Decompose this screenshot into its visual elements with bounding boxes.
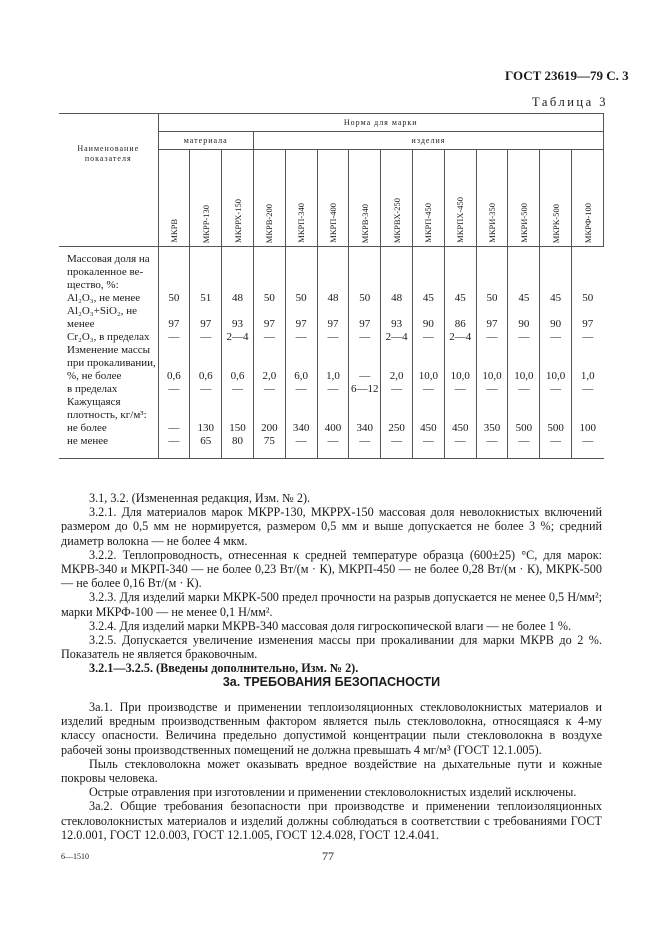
table-cell: 97 [317, 305, 349, 331]
table-cell [413, 247, 445, 293]
table-cell: — [540, 383, 572, 396]
table-cell: — [349, 435, 381, 459]
table-cell: 90 [540, 305, 572, 331]
column-header-label: МКРФ-100 [582, 202, 593, 243]
column-header [349, 150, 381, 247]
table-cell: — [572, 331, 604, 344]
table-cell: 75 [253, 435, 285, 459]
table-row [59, 396, 604, 435]
table-cell: 6—12 [349, 383, 381, 396]
table-cell [540, 247, 572, 293]
table-cell: 50 [253, 292, 285, 305]
table-cell: 97 [285, 305, 317, 331]
table-cell: — [285, 435, 317, 459]
column-header [413, 150, 445, 247]
table-cell: 10,0 [540, 344, 572, 383]
table-cell [349, 247, 381, 293]
table-cell [476, 247, 508, 293]
table-cell: — [381, 383, 413, 396]
row-label: Cr₂O₃, в пределах [67, 331, 150, 343]
table-cell: 340 [285, 396, 317, 435]
table-cell: 48 [317, 292, 349, 305]
table-cell: — [190, 331, 222, 344]
group-products-header: изделия [253, 132, 603, 150]
table-cell [381, 247, 413, 293]
table-caption: Таблица 3 [532, 95, 608, 109]
column-header [572, 150, 604, 247]
amendment-label: 3.1, 3.2. (Измененная редакция, Изм. № 2). [89, 491, 311, 505]
table-cell: — [540, 331, 572, 344]
norms-table [59, 113, 604, 459]
column-header-label: МКРИ-500 [518, 203, 529, 243]
table-cell: — [317, 331, 349, 344]
table-row [59, 331, 604, 344]
column-header [317, 150, 349, 247]
table-cell [508, 247, 540, 293]
table-cell: — [349, 344, 381, 383]
table-cell: 10,0 [508, 344, 540, 383]
table-cell: — [572, 435, 604, 459]
table-cell: 97 [476, 305, 508, 331]
row-label: Кажущаяся плотность, кг/м³: не более [67, 396, 147, 434]
column-header-label: МКРП-450 [423, 203, 434, 243]
table-cell: 65 [190, 435, 222, 459]
table-cell: — [413, 435, 445, 459]
table-cell [285, 247, 317, 293]
table-cell: — [285, 331, 317, 344]
column-header-label: МКРПХ-450 [455, 197, 466, 243]
norm-header: Норма для марки [158, 114, 604, 132]
table-cell: 90 [413, 305, 445, 331]
column-header [222, 150, 254, 247]
row-label: не менее [59, 435, 158, 459]
table-cell: 150 [222, 396, 254, 435]
paragraph: 3.2.4. Для изделий марки МКРВ-340 массовая доля гигроскопической влаги — не более 1 %. [89, 618, 572, 633]
column-header-label: МКРВХ-250 [391, 197, 402, 243]
table-cell: — [540, 435, 572, 459]
paragraph: 3.2.2. Теплопроводность, отнесенная к средней температуре образца (600±25) °С, для марок: МКРВ-340 и МКРП-340 — не более 0,23 Вт/(м · К), МКРП-450 — не более 0,28 Вт/(м · К), МКРК-500 — не более 0,16 Вт/(м · К). [61, 547, 602, 591]
table-cell: 80 [222, 435, 254, 459]
row-label: Изменение массы при прокаливании, %, не более [67, 344, 156, 382]
table-row [59, 292, 604, 305]
column-header-label: МКРИ-350 [487, 203, 498, 243]
table-cell: — [476, 383, 508, 396]
table-cell: 45 [413, 292, 445, 305]
table-cell: 2—4 [444, 331, 476, 344]
table-cell: 48 [381, 292, 413, 305]
table-cell: 2—4 [222, 331, 254, 344]
paragraph: 3.2.3. Для изделий марки МКРК-500 предел прочности на разрыв допускается не менее 0,5 Н/мм²; марки МКРФ-100 — не менее 0,1 Н/мм². [61, 590, 602, 619]
table-cell: — [476, 331, 508, 344]
param-header: Наименование показателя [59, 114, 158, 247]
table-cell: — [253, 383, 285, 396]
table-cell: 10,0 [444, 344, 476, 383]
paragraph: Острые отравления при изготовлении и применении стекловолокнистых изделий исключены. [89, 785, 577, 800]
paragraph: 3а.1. При производстве и применении теплоизоляционных стекловолокнистых материалов и изделий вредным производственным фактором является пыль стекловолокна, относящаяся к 4-му классу опасности. Величина предельно допустимой концентрации пыли стекловолокна в воздухе рабочей зоны производственных помещений не должна превышать 4 мг/м³ (ГОСТ 12.1.005). [61, 700, 602, 757]
column-header-label: МКРП-400 [327, 203, 338, 243]
table-cell: — [413, 331, 445, 344]
table-cell: 100 [572, 396, 604, 435]
row-label: в пределах [67, 383, 118, 395]
table-cell: 250 [381, 396, 413, 435]
table-cell: — [317, 383, 349, 396]
column-header [190, 150, 222, 247]
table-cell: — [381, 435, 413, 459]
table-cell: — [444, 435, 476, 459]
table-cell: 350 [476, 396, 508, 435]
table-cell: 50 [476, 292, 508, 305]
row-label: Al₂O₃, не менее [67, 292, 141, 304]
table-cell: 93 [222, 305, 254, 331]
table-cell: 97 [190, 305, 222, 331]
table-cell: — [253, 331, 285, 344]
table-cell [317, 247, 349, 293]
table-cell [190, 247, 222, 293]
table-cell: 200 [253, 396, 285, 435]
table-cell: 6,0 [285, 344, 317, 383]
column-header [508, 150, 540, 247]
column-header [285, 150, 317, 247]
column-header-label: МКРР-130 [200, 204, 211, 243]
table-cell: 50 [572, 292, 604, 305]
table-cell: 2,0 [381, 344, 413, 383]
table-cell: 50 [349, 292, 381, 305]
table-cell: — [349, 331, 381, 344]
table-cell: 51 [190, 292, 222, 305]
paragraph: 3.2.5. Допускается увеличение изменения массы при прокаливании для марки МКРВ до 2 %. Показатель не является браковочным. [61, 633, 602, 662]
table-cell: — [158, 396, 190, 435]
column-header [253, 150, 285, 247]
table-cell: — [285, 383, 317, 396]
column-header-label: МКРВ-200 [264, 203, 275, 243]
table-row [59, 435, 604, 459]
table-cell: 0,6 [190, 344, 222, 383]
table-row [59, 344, 604, 383]
table-cell: 97 [158, 305, 190, 331]
column-header-label: МКРП-340 [296, 203, 307, 243]
safety-text [61, 700, 602, 842]
section-title: 3а. ТРЕБОВАНИЯ БЕЗОПАСНОСТИ [222, 675, 441, 689]
table-cell: 2,0 [253, 344, 285, 383]
table-cell: 400 [317, 396, 349, 435]
table-cell: 10,0 [476, 344, 508, 383]
table-cell: 50 [285, 292, 317, 305]
table-cell [222, 247, 254, 293]
group-materials-header: материала [158, 132, 253, 150]
requirements-text [61, 491, 602, 676]
column-header [158, 150, 190, 247]
table-cell: 1,0 [317, 344, 349, 383]
table-cell: — [222, 383, 254, 396]
table-cell: — [508, 383, 540, 396]
table-cell: — [572, 383, 604, 396]
paragraph-amendment: 3.2.1—3.2.5. (Введены дополнительно, Изм. № 2). [89, 661, 359, 676]
column-header-label: МКРВ [168, 219, 179, 243]
footer-code: 6—1510 [61, 852, 89, 861]
table-cell: 86 [444, 305, 476, 331]
table-cell: — [508, 435, 540, 459]
table-cell [158, 247, 190, 293]
page-number: 77 [322, 849, 334, 863]
row-label: Al₂O₃+SiO₂, не менее [67, 305, 138, 330]
table-cell: — [476, 435, 508, 459]
table-cell: — [158, 383, 190, 396]
table-row [59, 305, 604, 331]
paragraph: 3а.2. Общие требования безопасности при производстве и применении теплоизоляционных стекловолокнистых материалов и изделий должны соблюдаться в соответствии с требованиями ГОСТ 12.0.001, ГОСТ 12.0.003, ГОСТ 12.1.005, ГОСТ 12.4.028, ГОСТ 12.4.041. [61, 799, 602, 842]
column-header [381, 150, 413, 247]
table-cell: — [508, 331, 540, 344]
table-row [59, 247, 604, 293]
paragraph: 3.2.1. Для материалов марок МКРР-130, МКРРХ-150 массовая доля неволокнистых включений размером до 0,5 мм не нормируется, размером 0,5 мм и выше допускается не более 3 %; средний диаметр волокна — не более 4 мкм. [61, 505, 602, 548]
table-cell: 45 [444, 292, 476, 305]
page-header: ГОСТ 23619—79 С. 3 [505, 68, 629, 83]
table-cell: 340 [349, 396, 381, 435]
column-header [540, 150, 572, 247]
table-cell: 90 [508, 305, 540, 331]
table-cell: — [158, 331, 190, 344]
table-cell: 97 [253, 305, 285, 331]
table-cell: 97 [349, 305, 381, 331]
table-cell: 500 [508, 396, 540, 435]
table-cell: 50 [158, 292, 190, 305]
table-cell: 48 [222, 292, 254, 305]
table-cell [572, 247, 604, 293]
table-cell: 130 [190, 396, 222, 435]
column-header [476, 150, 508, 247]
table-cell [253, 247, 285, 293]
table-cell: 0,6 [222, 344, 254, 383]
column-header [444, 150, 476, 247]
paragraph: Пыль стекловолокна может оказывать вредное воздействие на дыхательные пути и кожные покровы человека. [61, 756, 602, 786]
column-header-label: МКРК-500 [550, 203, 561, 243]
table-cell: 450 [444, 396, 476, 435]
table-cell: — [158, 435, 190, 459]
table-cell: — [190, 383, 222, 396]
table-cell: 1,0 [572, 344, 604, 383]
table-cell: 2—4 [381, 331, 413, 344]
table-cell: — [317, 435, 349, 459]
row-label: Массовая доля на прокаленное вещество, %: [67, 253, 150, 291]
table-cell: 10,0 [413, 344, 445, 383]
table-cell: 500 [540, 396, 572, 435]
table-cell [444, 247, 476, 293]
table-cell: 450 [413, 396, 445, 435]
paragraph-amendment [61, 491, 602, 505]
table-cell: — [413, 383, 445, 396]
table-cell: 93 [381, 305, 413, 331]
table-cell: — [444, 383, 476, 396]
table-cell: 45 [540, 292, 572, 305]
column-header-label: МКРВ-340 [359, 203, 370, 243]
table-cell: 45 [508, 292, 540, 305]
column-header-label: МКРРХ-150 [232, 199, 243, 243]
table-cell: 0,6 [158, 344, 190, 383]
table-cell: 97 [572, 305, 604, 331]
table-row [59, 383, 604, 396]
